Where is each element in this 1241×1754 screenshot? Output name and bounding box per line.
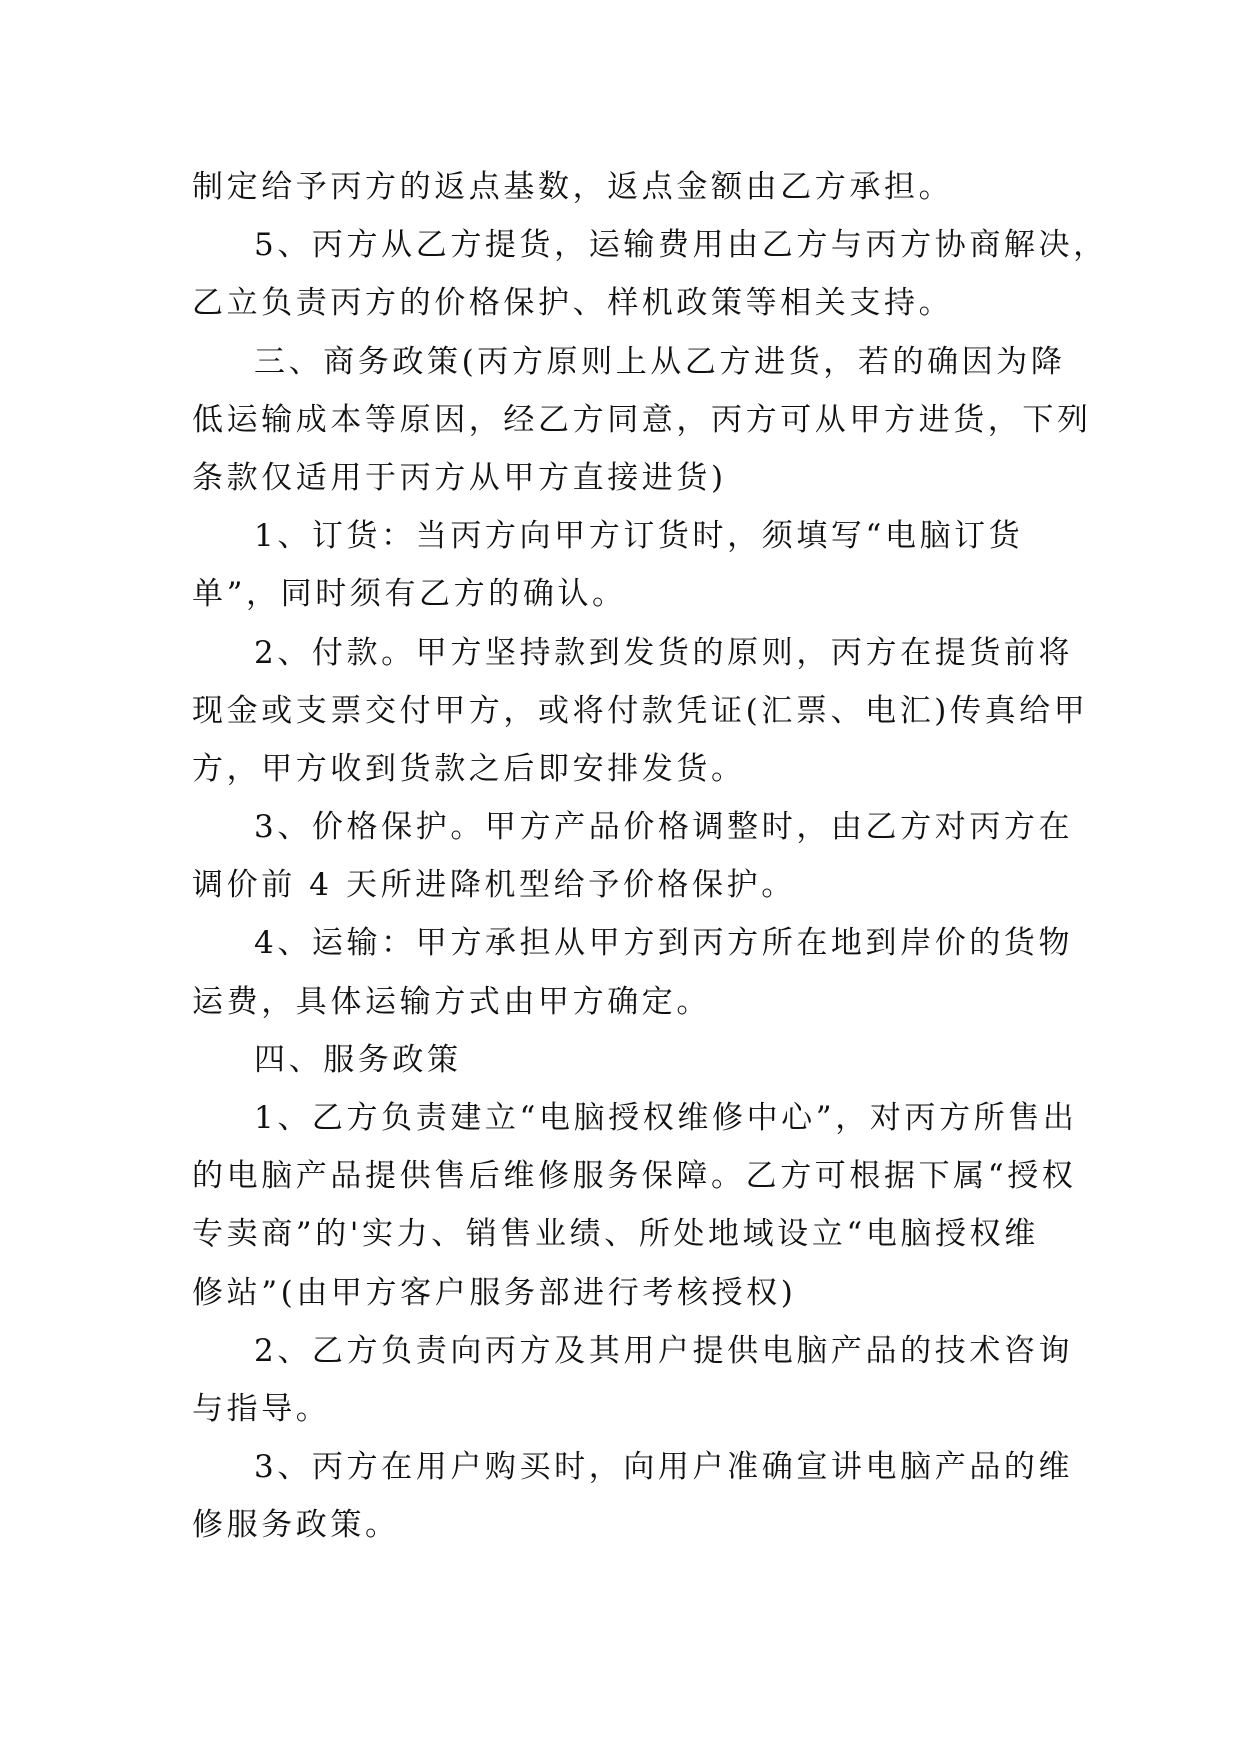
text-line: 1、订货：当丙方向甲方订货时，须填写“电脑订货	[254, 518, 1024, 555]
section-heading: 四、服务政策	[254, 1041, 462, 1078]
text-line: 3、丙方在用户购买时，向用户准确宣讲电脑产品的维	[254, 1449, 1074, 1486]
text-line: 1、乙方负责建立“电脑授权维修中心”，对丙方所售出	[254, 1100, 1078, 1136]
text-line: 修站”(由甲方客户服务部进行考核授权)	[192, 1274, 797, 1311]
text-line: 三、商务政策(丙方原则上从乙方进货，若的确因为降	[254, 343, 1066, 380]
text-line: 制定给予丙方的返点基数，返点金额由乙方承担。	[192, 169, 954, 205]
text-line: 低运输成本等原因，经乙方同意，丙方可从甲方进货，下列	[192, 401, 1092, 438]
text-line: 2、付款。甲方坚持款到发货的原则，丙方在提货前将	[254, 634, 1074, 671]
text-line: 修服务政策。	[192, 1507, 400, 1544]
text-line: 与指导。	[192, 1390, 331, 1427]
text-line: 5、丙方从乙方提货，运输费用由乙方与丙方协商解决，	[254, 227, 1108, 264]
text-line: 运费，具体运输方式由甲方确定。	[192, 983, 711, 1020]
text-line: 4、运输：甲方承担从甲方到丙方所在地到岸价的货物	[254, 925, 1074, 962]
text-line: 3、价格保护。甲方产品价格调整时，由乙方对丙方在	[254, 809, 1074, 846]
text-line: 调价前 4 天所进降机型给予价格保护。	[192, 867, 796, 904]
text-line: 2、乙方负责向丙方及其用户提供电脑产品的技术咨询	[254, 1332, 1074, 1369]
text-line: 专卖商”的'实力、销售业绩、所处地域设立“电脑授权维	[192, 1216, 1039, 1253]
document-body	[192, 158, 1108, 1555]
text-line: 条款仅适用于丙方从甲方直接进货)	[192, 459, 727, 496]
text-line: 方，甲方收到货款之后即安排发货。	[192, 750, 746, 787]
text-line: 的电脑产品提供售后维修服务保障。乙方可根据下属“授权	[192, 1158, 1077, 1195]
text-line: 乙立负责丙方的价格保护、样机政策等相关支持。	[192, 285, 954, 322]
text-line: 现金或支票交付甲方，或将付款凭证(汇票、电汇)传真给甲	[192, 692, 1089, 729]
text-line: 单”，同时须有乙方的确认。	[192, 576, 627, 613]
